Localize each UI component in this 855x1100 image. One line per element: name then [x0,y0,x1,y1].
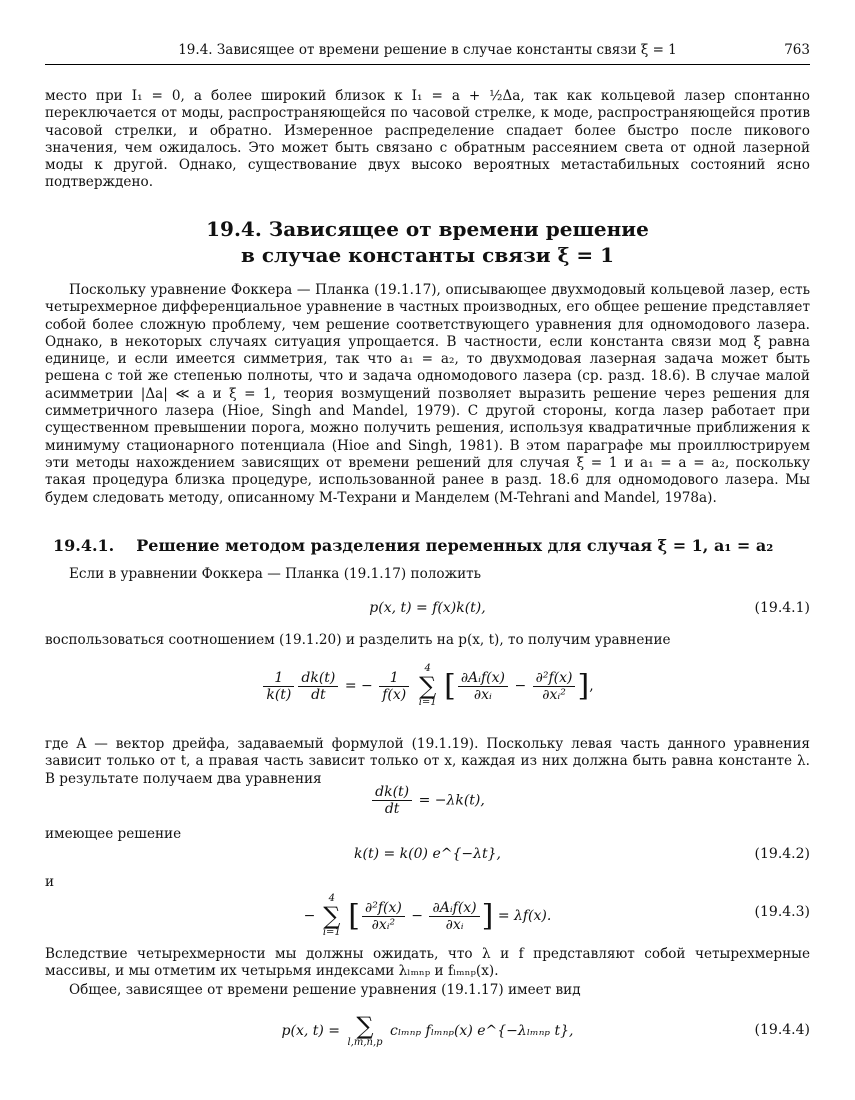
sum-operator: 4 ∑ i=1 [418,663,437,708]
equation-19-4-3: − 4 ∑ i=1 [ $\frac{\text{∂²f(x)}}{\text{∂xᵢ²}}$ − $\frac{\text{∂Aᵢf(x)}}{\text{∂xᵢ}}$ ] = λf(x). (19.4.3) [303,893,810,938]
running-head [45,42,810,62]
text-p2: воспользоваться соотношением (19.1.20) и разделить на p(x, t), то получим уравнение [45,632,671,648]
page-number: 763 [784,42,810,58]
text-p7: Общее, зависящее от времени решение уравнения (19.1.17) имеет вид [69,982,581,998]
equation-19-4-1-number: (19.4.1) [754,600,810,616]
section-title [45,216,810,268]
frac-1-over-f: $\frac{1}{f(x)}$ [379,670,409,703]
section-paragraph: Поскольку уравнение Фоккера — Планка (19.1.17), описывающее двухмодовый кольцевой лазер, есть четырехмерное дифференциальное уравнение в частных производных, его общее решение представляет собой более сложную проблему, чем решение соответствующего уравнения для одномодового лазера. Однако, в некоторых случаях ситуация упрощается. В частности, если константа связи мод ξ равна единице, и если имеется симметрия, так что a₁ = a₂, то двухмодовая лазерная задача может быть решена с той же степенью полноты, что и задача одномодового лазера (ср. разд. 18.6). В случае малой асимметрии |Δa| ≪ a и ξ = 1, теория возмущений позволяет выразить решение через решения для симметричного лазера (Hioe, Singh and Mandel, 1979). С другой стороны, когда лазер работает при существенном превышении порога, можно получить решения, используя квадратичные приближения к минимуму стационарного потенциала (Hioe and Singh, 1981). В этом параграфе мы проиллюстрируем эти методы нахождением зависящих от времени решений для случая ξ = 1 и a₁ = a = a₂, поскольку такая процедура близка процедуре, использованной ранее в разд. 18.6 для одномодового лазера. Мы будем следовать методу, описанному M-Техрани и Манделем (M-Tehrani and Mandel, 1978a). [45,282,810,506]
text-p4: имеющее решение [45,826,182,842]
equation-19-4-1-body: p(x, t) = f(x)k(t), [369,600,486,616]
equation-19-4-3-number: (19.4.3) [754,904,810,920]
header-rule [45,64,810,65]
subsection-title: Решение методом разделения переменных для случая ξ = 1, a₁ = a₂ [136,536,774,555]
equation-separation: $\frac{1}{k(t)}$ $\frac{dk(t)}{dt}$ = − $\frac{1}{f(x)}$ 4 ∑ i=1 [ $\frac{\text{∂Aᵢf(x)}}{\text{∂xᵢ}}$ − $\frac{\text{∂²f(x)}}{\text{∂xᵢ²}}$ ], [45,664,810,724]
frac-1-over-k: $\frac{1}{k(t)}$ [263,670,294,703]
equation-19-4-2-number: (19.4.2) [754,846,810,862]
text-p5: и [45,874,55,890]
text-p3: где A — вектор дрейфа, задаваемый формулой (19.1.19). Поскольку левая часть данного уравнения зависит только от t, а правая часть зависит только от x, каждая из них должна быть равна константе λ. В результате получаем два уравнения [45,736,810,787]
equation-dk-dt: $\frac{dk(t)}{dt}$ = −λk(t), [45,784,810,824]
subsection-heading [53,536,813,555]
intro-paragraph: место при I₁ = 0, а более широкий близок к I₁ = a + ½Δa, так как кольцевой лазер спонтанно переключается от моды, распространяющейся по часовой стрелке, к моде, распространяющейся против часовой стрелки, и обратно. Измеренное распределение спадает более быстро после пикового значения, чем ожидалось. Это может быть связано с обратным рассеянием света от одной лазерной моды к другой. Однако, существование двух высоко вероятных метастабильных состояний ясно подтверждено. [45,88,810,191]
text-p1: Если в уравнении Фоккера — Планка (19.1.17) положить [69,566,482,582]
text-p6: Вследствие четырехмерности мы должны ожидать, что λ и f представляют собой четырехмерные массивы, и мы отметим их четырьмя индексами λₗₘₙₚ и fₗₘₙₚ(x). [45,946,810,980]
equation-19-4-4-number: (19.4.4) [754,1022,810,1038]
section-title-line1: 19.4. Зависящее от времени решение [206,217,649,241]
frac-dk-dt: $\frac{dk(t)}{dt}$ [298,670,338,703]
page [45,0,810,1100]
running-head-title: 19.4. Зависящее от времени решение в случае константы связи ξ = 1 [178,42,677,58]
subsection-number: 19.4.1. [53,536,115,555]
equation-19-4-2-body: k(t) = k(0) e^{−λt}, [354,846,501,862]
equation-19-4-4: p(x, t) = ∑ l,m,n,p cₗₘₙₚ fₗₘₙₚ(x) e^{−λₗₘₙₚ t}, (19.4.4) [281,1012,810,1048]
section-title-line2: в случае константы связи ξ = 1 [240,243,615,267]
